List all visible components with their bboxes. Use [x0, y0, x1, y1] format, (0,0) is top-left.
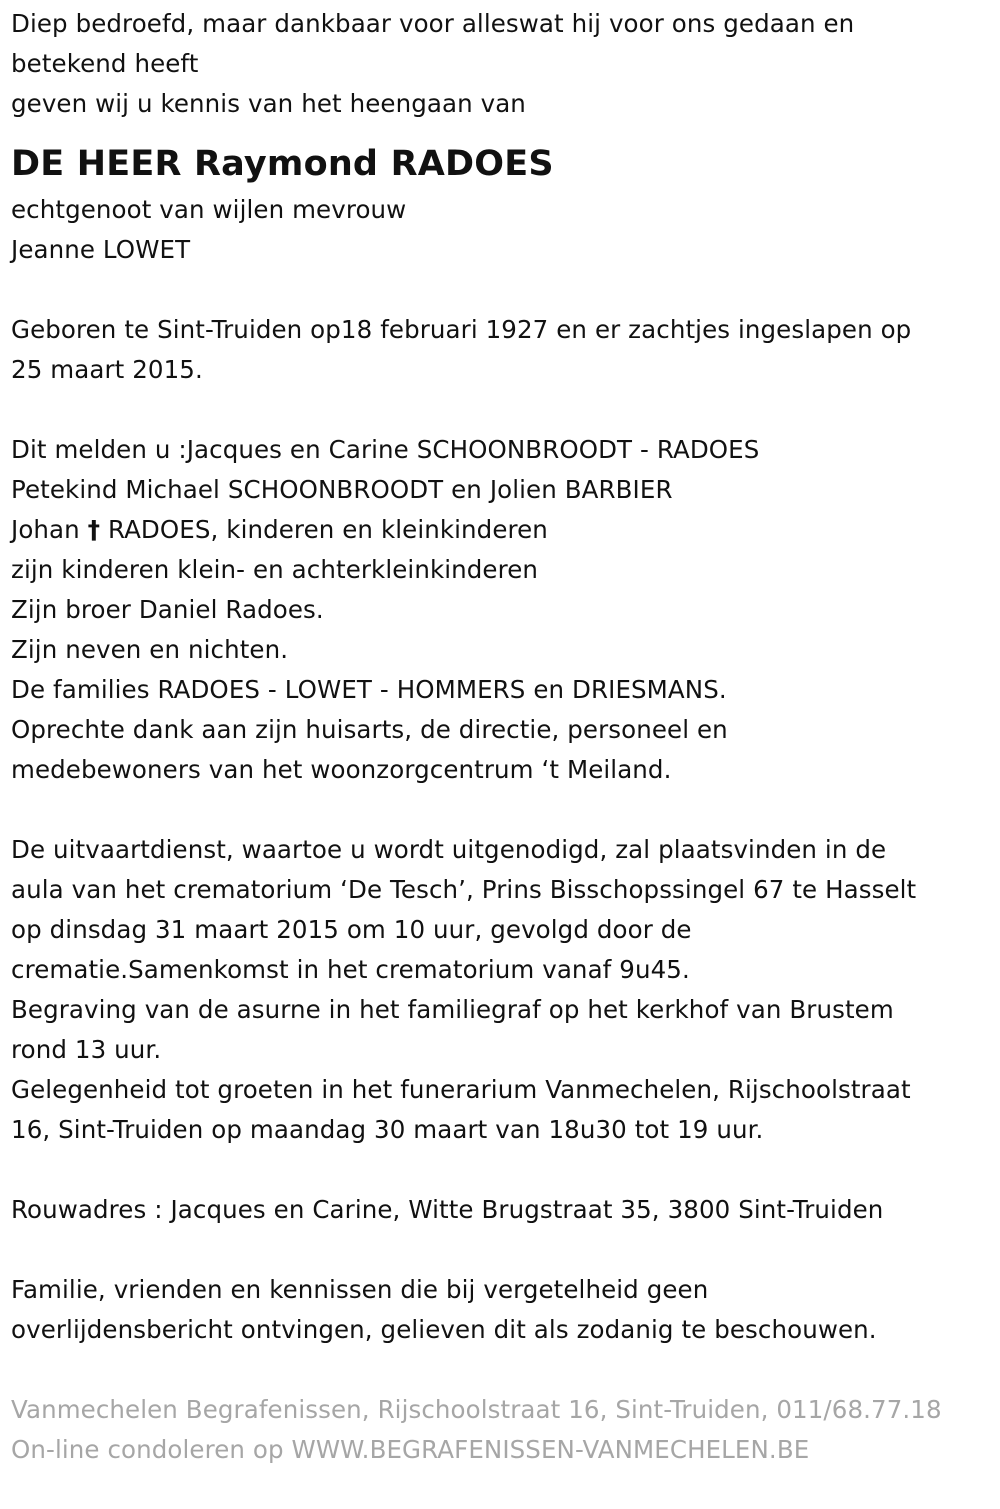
announcer-line: Petekind Michael SCHOONBROODT en Jolien BARBIER: [11, 475, 673, 504]
spouse-line: Jeanne LOWET: [11, 235, 191, 264]
service-line: Gelegenheid tot groeten in het funerarium Vanmechelen, Rijschoolstraat: [11, 1075, 911, 1104]
service-line: 16, Sint-Truiden op maandag 30 maart van 18u30 tot 19 uur.: [11, 1115, 764, 1144]
deceased-name: DE HEER Raymond RADOES: [11, 144, 554, 184]
announcer-line: De families RADOES - LOWET - HOMMERS en DRIESMANS.: [11, 675, 727, 704]
spacer: [11, 1150, 996, 1190]
spacer: [11, 790, 996, 830]
announcer-line: Oprechte dank aan zijn huisarts, de directie, personeel en: [11, 715, 728, 744]
dates-line: Geboren te Sint-Truiden op18 februari 1927 en er zachtjes ingeslapen op: [11, 315, 912, 344]
cross-icon: †: [87, 515, 101, 544]
death-notice: [11, 4, 996, 1470]
announcer-name: Johan: [11, 515, 80, 544]
announcer-line: [11, 510, 996, 550]
dates-line: 25 maart 2015.: [11, 355, 203, 384]
intro-line: geven wij u kennis van het heengaan van: [11, 89, 526, 118]
notice-line: overlijdensbericht ontvingen, gelieven dit als zodanig te beschouwen.: [11, 1315, 877, 1344]
service-line: op dinsdag 31 maart 2015 om 10 uur, gevolgd door de: [11, 915, 692, 944]
notice-line: Familie, vrienden en kennissen die bij vergetelheid geen: [11, 1275, 709, 1304]
announcer-line: Dit melden u :Jacques en Carine SCHOONBROODT - RADOES: [11, 435, 760, 464]
funeral-home-info: Vanmechelen Begrafenissen, Rijschoolstraat 16, Sint-Truiden, 011/68.77.18: [11, 1395, 942, 1424]
footer: [11, 1390, 996, 1470]
mourning-address: Rouwadres : Jacques en Carine, Witte Brugstraat 35, 3800 Sint-Truiden: [11, 1195, 884, 1224]
announcer-line: Zijn broer Daniel Radoes.: [11, 595, 324, 624]
announcer-line: Zijn neven en nichten.: [11, 635, 289, 664]
service-section: [11, 830, 996, 1150]
spacer: [11, 270, 996, 310]
service-line: rond 13 uur.: [11, 1035, 162, 1064]
notice-section: [11, 1270, 996, 1350]
announcer-text: RADOES, kinderen en kleinkinderen: [107, 515, 548, 544]
announcers-section: [11, 430, 996, 790]
spacer: [11, 1230, 996, 1270]
intro-line: betekend heeft: [11, 49, 199, 78]
service-line: Begraving van de asurne in het familiegraf op het kerkhof van Brustem: [11, 995, 894, 1024]
spouse-section: [11, 190, 996, 270]
intro-section: [11, 4, 996, 124]
condolence-link[interactable]: On-line condoleren op WWW.BEGRAFENISSEN-VANMECHELEN.BE: [11, 1435, 810, 1464]
announcer-line: zijn kinderen klein- en achterkleinkinderen: [11, 555, 539, 584]
announcer-line: medebewoners van het woonzorgcentrum ‘t Meiland.: [11, 755, 672, 784]
service-line: aula van het crematorium ‘De Tesch’, Prins Bisschopssingel 67 te Hasselt: [11, 875, 917, 904]
spacer: [11, 1350, 996, 1390]
service-line: crematie.Samenkomst in het crematorium vanaf 9u45.: [11, 955, 690, 984]
service-line: De uitvaartdienst, waartoe u wordt uitgenodigd, zal plaatsvinden in de: [11, 835, 887, 864]
intro-line: Diep bedroefd, maar dankbaar voor alleswat hij voor ons gedaan en: [11, 9, 855, 38]
dates-section: [11, 310, 996, 390]
spouse-line: echtgenoot van wijlen mevrouw: [11, 195, 407, 224]
spacer: [11, 390, 996, 430]
